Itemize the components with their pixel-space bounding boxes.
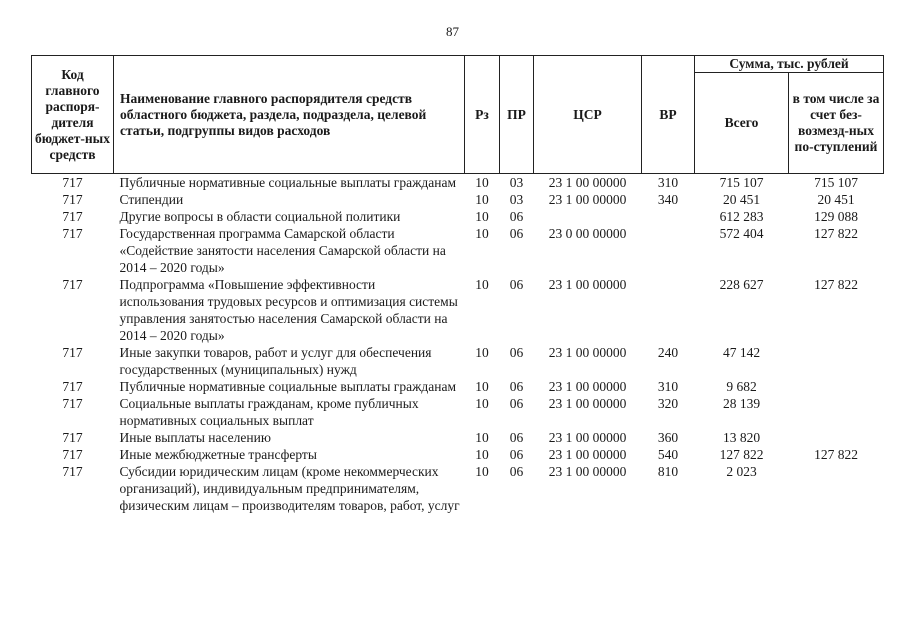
cell-rz: 10: [475, 396, 489, 411]
cell-vr: 310: [657, 379, 679, 394]
cell-pr: 06: [509, 226, 524, 241]
cell-total: 715 107: [719, 175, 764, 190]
cell-total: 2 023: [726, 464, 757, 479]
cell-rz: 10: [475, 345, 489, 360]
cell-csr: [534, 208, 642, 225]
cell-code: 717: [62, 430, 83, 445]
cell-total: 28 139: [722, 396, 761, 411]
cell-csr: 23 1 00 00000: [548, 192, 627, 207]
cell-rz: 10: [475, 464, 489, 479]
cell-vr: 540: [657, 447, 679, 462]
cell-free: [789, 378, 884, 395]
cell-total: 612 283: [719, 209, 764, 224]
cell-free: [789, 429, 884, 446]
table-row: [32, 276, 884, 344]
cell-total: 13 820: [722, 430, 761, 445]
header-name: Наименование главного распорядителя средств областного бюджета, раздела, подраздела, целевой статьи, подгруппы видов расходов: [114, 56, 465, 174]
cell-vr: 360: [657, 430, 679, 445]
cell-free: 129 088: [814, 209, 858, 224]
cell-total: 47 142: [722, 345, 761, 360]
cell-vr: [642, 225, 695, 276]
table-row: [32, 395, 884, 429]
cell-name: Иные межбюджетные трансферты: [119, 447, 317, 462]
cell-pr: 06: [509, 345, 524, 360]
cell-name: Публичные нормативные социальные выплаты гражданам: [119, 379, 457, 394]
cell-code: 717: [62, 396, 83, 411]
cell-csr: 23 1 00 00000: [548, 379, 627, 394]
header-vr: ВР: [642, 56, 695, 174]
table-row: [32, 191, 884, 208]
page-number: 87: [446, 24, 459, 39]
cell-code: 717: [62, 379, 83, 394]
cell-name: Стипендии: [119, 192, 184, 207]
cell-name: Социальные выплаты гражданам, кроме публичных нормативных социальных выплат: [119, 396, 419, 428]
cell-rz: 10: [475, 226, 489, 241]
cell-csr: 23 1 00 00000: [548, 396, 627, 411]
cell-free: 715 107: [814, 175, 858, 190]
table-row: [32, 344, 884, 378]
table-row: [32, 225, 884, 276]
cell-code: 717: [62, 175, 83, 190]
table-row: [32, 429, 884, 446]
cell-total: 127 822: [719, 447, 764, 462]
cell-rz: 10: [475, 430, 489, 445]
cell-pr: 06: [509, 396, 524, 411]
cell-pr: 06: [509, 464, 524, 479]
cell-vr: 320: [657, 396, 679, 411]
cell-total: 572 404: [719, 226, 764, 241]
cell-vr: 810: [657, 464, 679, 479]
cell-code: 717: [62, 277, 83, 292]
cell-vr: 240: [657, 345, 679, 360]
header-csr: ЦСР: [534, 56, 642, 174]
cell-rz: 10: [475, 447, 489, 462]
cell-total: 20 451: [722, 192, 761, 207]
cell-csr: 23 0 00 00000: [548, 226, 627, 241]
cell-name: Субсидии юридическим лицам (кроме некоммерческих организаций), индивидуальным предпринимателям, физическим лицам – производителям товаров, работ, услуг: [119, 464, 460, 513]
cell-csr: 23 1 00 00000: [548, 464, 627, 479]
header-free: в том числе за счет без-возмезд-ных по-ступлений: [789, 73, 884, 174]
table-row: [32, 174, 884, 192]
cell-csr: 23 1 00 00000: [548, 277, 627, 292]
header-rz: Рз: [465, 56, 500, 174]
header-sum: Сумма, тыс. рублей: [695, 56, 884, 73]
cell-pr: 06: [509, 379, 524, 394]
cell-csr: 23 1 00 00000: [548, 175, 627, 190]
cell-free: 127 822: [814, 277, 858, 292]
cell-free: 127 822: [814, 447, 858, 462]
cell-code: 717: [62, 226, 83, 241]
cell-csr: 23 1 00 00000: [548, 447, 627, 462]
cell-pr: 06: [509, 430, 524, 445]
cell-name: Государственная программа Самарской области «Содействие занятости населения Самарской области на 2014 – 2020 годы»: [119, 226, 446, 275]
cell-code: 717: [62, 192, 83, 207]
header-code: Код главного распоря-дителя бюджет-ных средств: [32, 56, 114, 174]
cell-rz: 10: [475, 379, 489, 394]
table-row: [32, 378, 884, 395]
cell-name: Другие вопросы в области социальной политики: [119, 209, 401, 224]
table-header: [32, 56, 884, 174]
table-row: [32, 463, 884, 514]
cell-pr: 06: [509, 447, 524, 462]
cell-free: [789, 344, 884, 378]
cell-free: 127 822: [814, 226, 858, 241]
cell-rz: 10: [475, 209, 489, 224]
cell-free: 20 451: [817, 192, 855, 207]
cell-total: 9 682: [726, 379, 757, 394]
cell-code: 717: [62, 464, 83, 479]
cell-csr: 23 1 00 00000: [548, 430, 627, 445]
cell-name: Иные выплаты населению: [119, 430, 271, 445]
cell-total: 228 627: [719, 277, 764, 292]
header-pr: ПР: [500, 56, 534, 174]
cell-free: [789, 395, 884, 429]
cell-pr: 03: [509, 175, 524, 190]
table-row: [32, 446, 884, 463]
table-row: [32, 208, 884, 225]
cell-free: [789, 463, 884, 514]
cell-rz: 10: [475, 175, 489, 190]
cell-code: 717: [62, 447, 83, 462]
cell-rz: 10: [475, 277, 489, 292]
budget-table: [31, 55, 884, 514]
cell-name: Иные закупки товаров, работ и услуг для обеспечения государственных (муниципальных) нужд: [119, 345, 432, 377]
cell-csr: 23 1 00 00000: [548, 345, 627, 360]
cell-pr: 06: [509, 277, 524, 292]
header-total: Всего: [695, 73, 789, 174]
cell-name: Подпрограмма «Повышение эффективности использования трудовых ресурсов и оптимизация системы управления занятостью населения Самарской области на 2014 – 2020 годы»: [119, 277, 458, 343]
cell-vr: 340: [657, 192, 679, 207]
cell-code: 717: [62, 209, 83, 224]
cell-vr: 310: [657, 175, 679, 190]
cell-pr: 03: [509, 192, 524, 207]
cell-vr: [642, 208, 695, 225]
cell-name: Публичные нормативные социальные выплаты гражданам: [119, 175, 457, 190]
cell-rz: 10: [475, 192, 489, 207]
table-body: [32, 174, 884, 515]
cell-pr: 06: [509, 209, 524, 224]
cell-code: 717: [62, 345, 83, 360]
cell-vr: [642, 276, 695, 344]
